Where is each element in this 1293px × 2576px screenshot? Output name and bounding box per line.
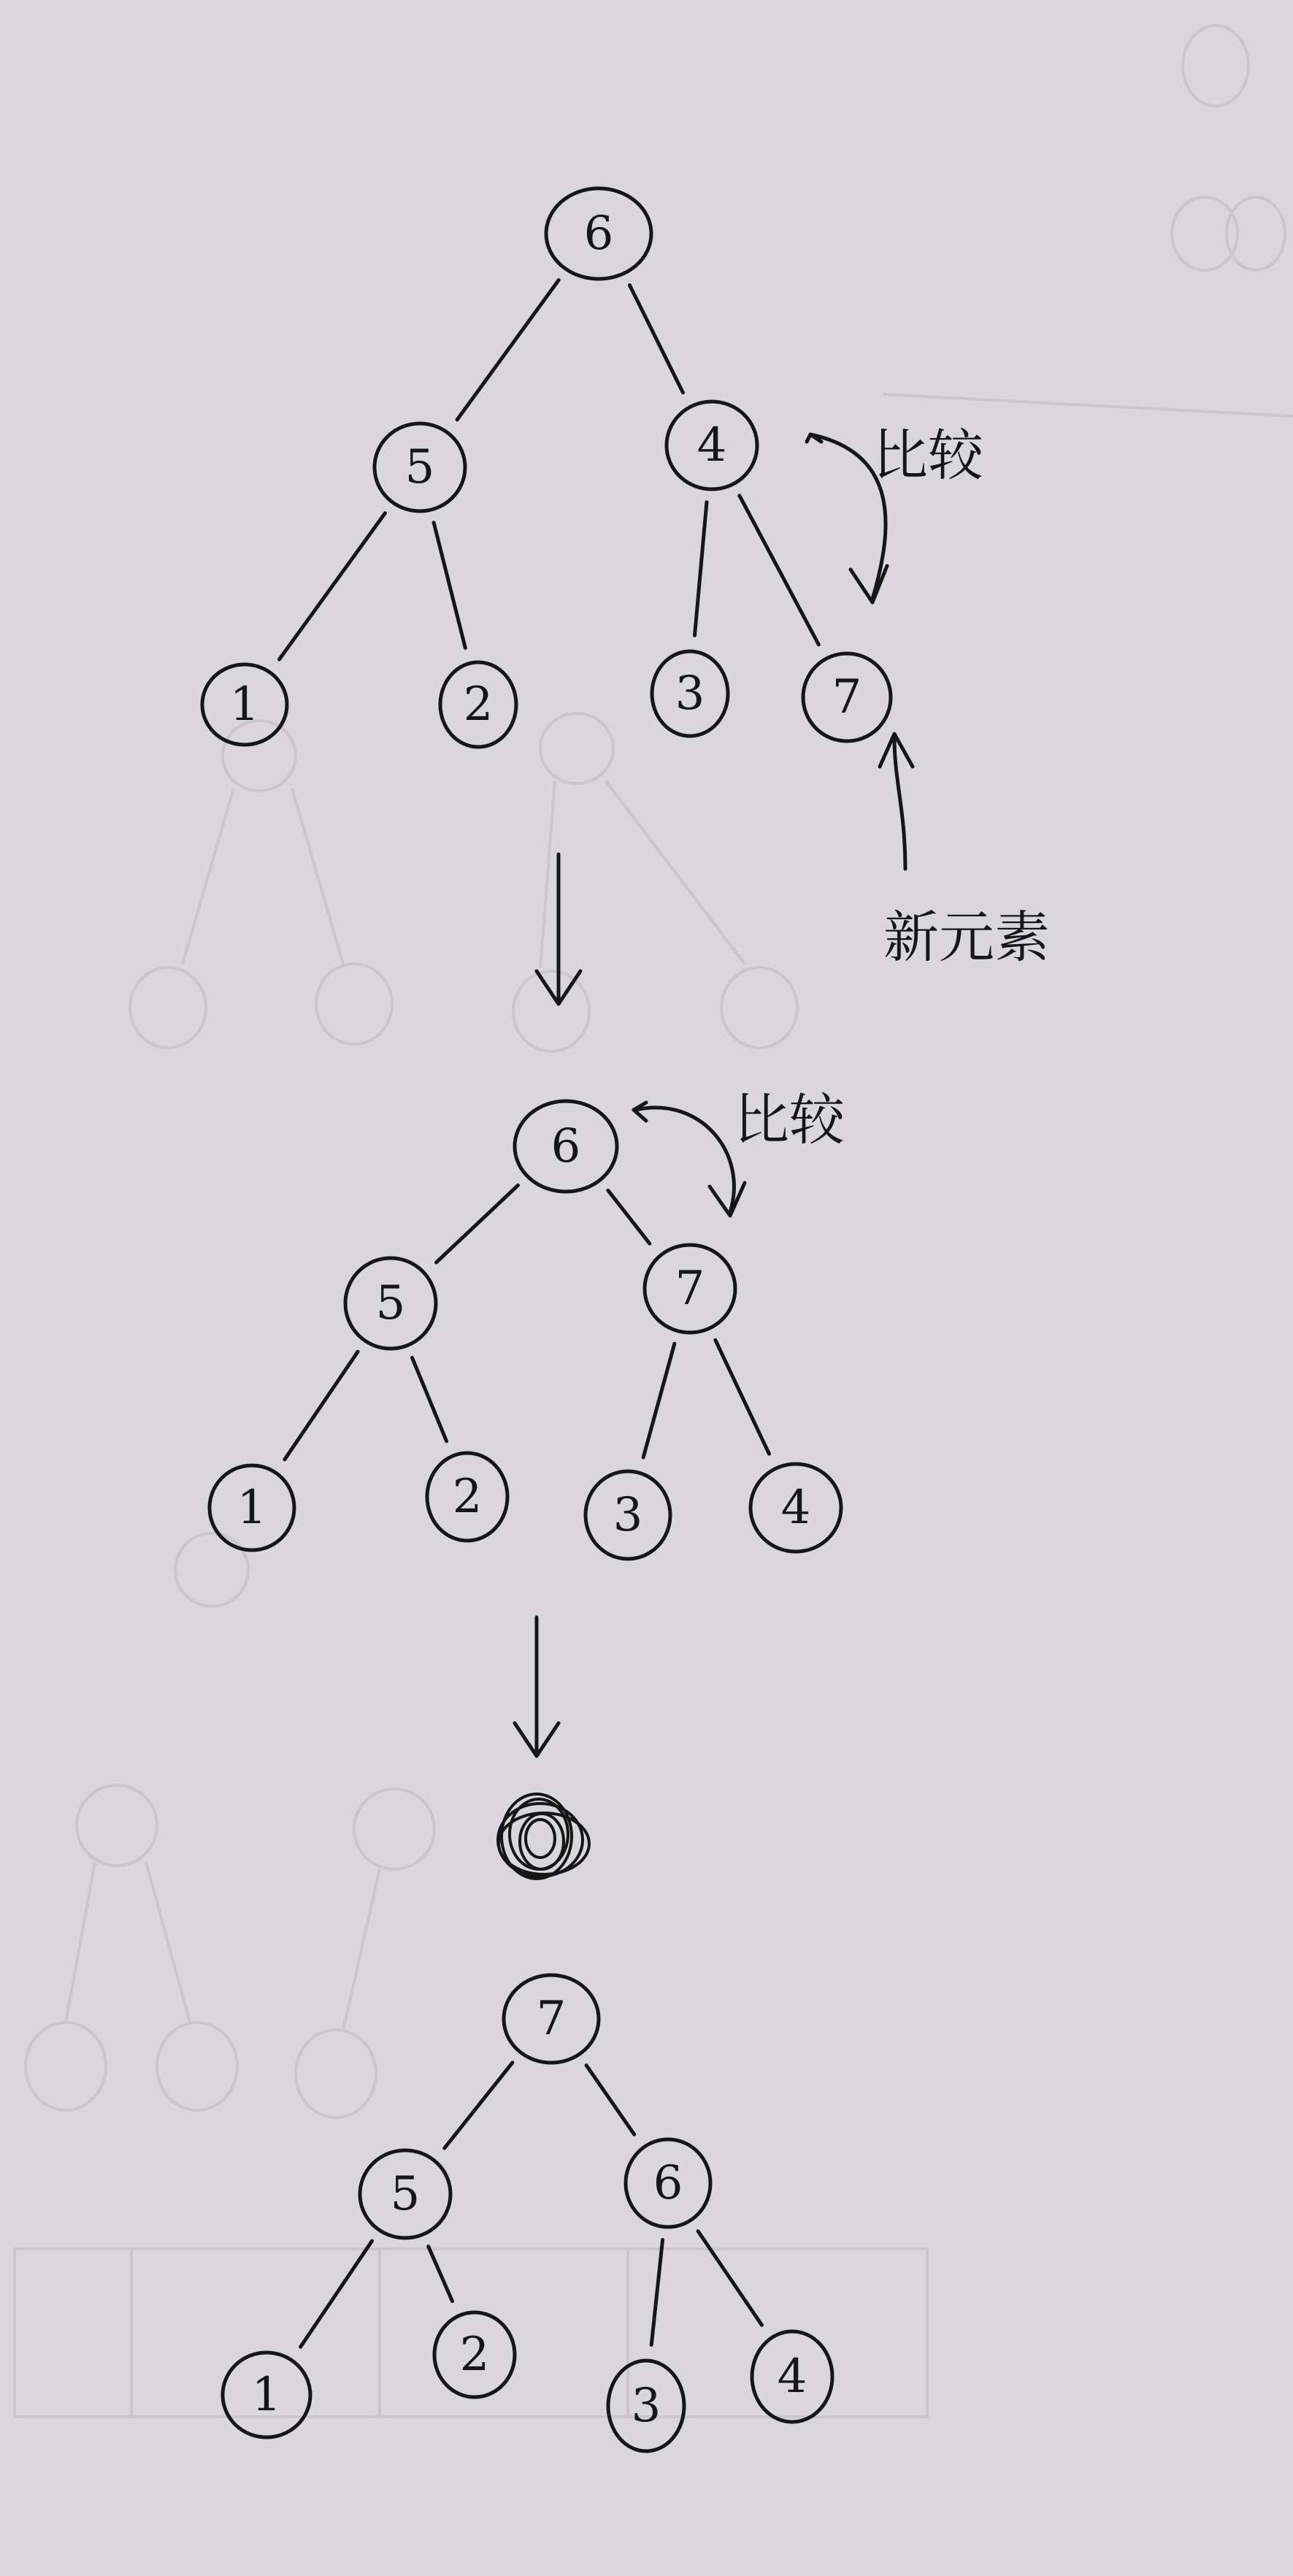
tree-2-edge-l-ll: [285, 1352, 358, 1460]
tree-1-edge-r-rr: [740, 496, 818, 645]
tree-1-edge-l-lr: [434, 523, 465, 648]
tree-1-node-lr: [440, 662, 516, 747]
tree-3-node-r: [626, 2139, 710, 2227]
ghost-marks: [15, 26, 1293, 2417]
tree-1-node-root-label: 6: [583, 207, 614, 261]
tree-3-node-rr-label: 4: [777, 2350, 807, 2404]
tree-3-node-lr: [434, 2312, 515, 2397]
tree-2: [210, 1101, 841, 1559]
tree-1-node-rl: [652, 651, 728, 736]
tree-3-node-r-label: 6: [653, 2156, 683, 2210]
tree-2-node-rl-label: 3: [613, 1488, 643, 1542]
tree-3-node-rr: [752, 2331, 832, 2422]
tree-3-edge-r-rl: [651, 2240, 662, 2345]
tree-3-node-ll: [223, 2353, 310, 2437]
tree-3-edge-l-ll: [301, 2241, 372, 2347]
tree-3-edge-root-l: [445, 2063, 513, 2148]
tree-2-node-r: [645, 1245, 735, 1333]
tree-1-node-l: [375, 423, 465, 511]
compare-label-2: 比较: [734, 1087, 845, 1152]
tree-1-edge-root-r: [629, 285, 683, 393]
tree-2-node-lr-label: 2: [452, 1470, 483, 1524]
step-arrow-2: [515, 1617, 559, 1756]
tree-nodes: [202, 188, 891, 2451]
tree-3-node-root: [504, 1975, 599, 2063]
tree-2-node-ll-label: 1: [237, 1481, 267, 1535]
tree-1-node-rr: [803, 653, 891, 741]
tree-2-node-r-label: 7: [675, 1262, 705, 1316]
tree-2-node-ll: [210, 1465, 294, 1550]
tree-3-node-root-label: 7: [536, 1992, 567, 2046]
tree-1-node-ll: [202, 664, 287, 745]
tree-1-node-rr-label: 7: [832, 670, 862, 724]
tree-1-node-rl-label: 3: [675, 667, 705, 721]
tree-1-edge-root-l: [457, 280, 559, 420]
tree-3-edge-r-rr: [698, 2231, 761, 2326]
tree-3-node-rl-label: 3: [631, 2379, 661, 2433]
tree-1-node-lr-label: 2: [463, 678, 494, 732]
tree-3-node-lr-label: 2: [459, 2328, 490, 2382]
compare-annotation-2: [634, 1087, 846, 1216]
tree-3-node-rl: [608, 2361, 684, 2451]
compare-annotation-1: [807, 423, 985, 602]
tree-2-node-root: [515, 1101, 617, 1192]
tree-2-edge-r-rl: [643, 1343, 675, 1457]
new-element-label: 新元素: [883, 905, 1050, 970]
tree-1-node-r-label: 4: [697, 418, 727, 472]
tree-2-node-rl: [586, 1471, 670, 1559]
tree-1-node-ll-label: 1: [229, 678, 260, 732]
tree-3-edge-root-r: [586, 2066, 634, 2135]
compare-label-1: 比较: [872, 423, 983, 488]
tree-2-node-rr: [751, 1464, 841, 1552]
tree-2-node-rr-label: 4: [780, 1481, 811, 1535]
tree-1-edge-r-rl: [695, 502, 707, 636]
new-element-annotation: [880, 734, 1050, 970]
tree-2-node-l-label: 5: [375, 1276, 406, 1330]
tree-1-edge-l-ll: [280, 513, 385, 659]
scribbled-out-node: [498, 1794, 589, 1879]
tree-2-node-l: [345, 1258, 436, 1349]
tree-3: [223, 1975, 832, 2451]
tree-2-edge-root-l: [437, 1185, 518, 1262]
tree-2-node-lr: [427, 1453, 507, 1541]
tree-2-edge-l-lr: [412, 1357, 446, 1441]
tree-3-node-ll-label: 1: [251, 2368, 282, 2422]
tree-1-node-r: [667, 402, 757, 489]
tree-2-node-root-label: 6: [550, 1119, 581, 1173]
tree-2-edge-r-rr: [715, 1340, 770, 1454]
tree-3-node-l: [360, 2150, 450, 2238]
tree-1: [202, 188, 891, 747]
tree-2-edge-root-r: [608, 1190, 650, 1243]
tree-3-node-l-label: 5: [390, 2167, 421, 2221]
tree-1-node-l-label: 5: [404, 440, 435, 494]
tree-1-node-root: [546, 188, 651, 279]
tree-3-edge-l-lr: [429, 2247, 453, 2301]
